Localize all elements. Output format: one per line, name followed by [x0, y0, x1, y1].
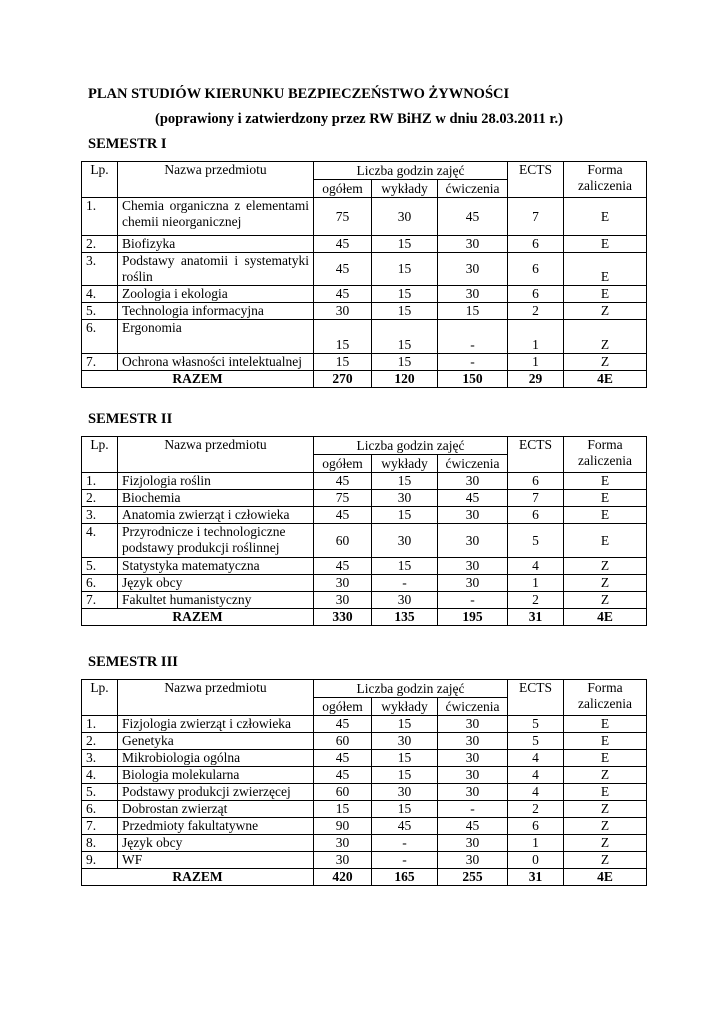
cell-total: 75 [314, 490, 372, 507]
cell-form: E [564, 716, 647, 733]
cell-lp: 8. [82, 835, 118, 852]
summary-lectures: 165 [372, 869, 438, 886]
table-row [82, 784, 647, 801]
summary-form: 4E [564, 371, 647, 388]
cell-subject-name: Genetyka [118, 733, 314, 750]
header-ects: ECTS [508, 680, 564, 716]
cell-ects: 6 [508, 286, 564, 303]
cell-lectures: 15 [372, 303, 438, 320]
cell-form: E [564, 733, 647, 750]
header-hours-exercises: ćwiczenia [438, 455, 508, 473]
table-row [82, 801, 647, 818]
cell-total: 45 [314, 558, 372, 575]
cell-form: E [564, 524, 647, 558]
cell-lectures: 15 [372, 320, 438, 354]
cell-form: E [564, 253, 647, 286]
header-form-line2: zaliczenia [578, 453, 633, 468]
cell-lp: 5. [82, 303, 118, 320]
cell-lectures: 15 [372, 354, 438, 371]
summary-ects: 31 [508, 609, 564, 626]
cell-lp: 9. [82, 852, 118, 869]
cell-total: 30 [314, 852, 372, 869]
header-hours: Liczba godzin zajęć [314, 680, 508, 698]
cell-lectures: 15 [372, 507, 438, 524]
cell-lp: 7. [82, 592, 118, 609]
cell-lp: 6. [82, 575, 118, 592]
table-row [82, 198, 647, 236]
table-row [82, 592, 647, 609]
cell-form: E [564, 784, 647, 801]
cell-subject-name: Fakultet humanistyczny [118, 592, 314, 609]
header-form-line2: zaliczenia [578, 696, 633, 711]
header-form-line1: Forma [587, 680, 623, 695]
cell-form: Z [564, 303, 647, 320]
cell-ects: 2 [508, 592, 564, 609]
cell-exercises: 30 [438, 524, 508, 558]
cell-exercises: 30 [438, 835, 508, 852]
table-row [82, 558, 647, 575]
cell-exercises: 45 [438, 198, 508, 236]
cell-lectures: 30 [372, 592, 438, 609]
table-row [82, 253, 647, 286]
header-subject-name: Nazwa przedmiotu [118, 162, 314, 198]
table-row [82, 818, 647, 835]
cell-ects: 4 [508, 558, 564, 575]
cell-ects: 0 [508, 852, 564, 869]
cell-exercises: 30 [438, 852, 508, 869]
header-hours: Liczba godzin zajęć [314, 162, 508, 180]
table-row [82, 236, 647, 253]
cell-lp: 3. [82, 507, 118, 524]
summary-exercises: 150 [438, 371, 508, 388]
summary-exercises: 255 [438, 869, 508, 886]
cell-ects: 6 [508, 253, 564, 286]
cell-total: 30 [314, 835, 372, 852]
cell-exercises: - [438, 801, 508, 818]
table-row [82, 286, 647, 303]
cell-lectures: 15 [372, 750, 438, 767]
cell-form: E [564, 507, 647, 524]
cell-exercises: 30 [438, 750, 508, 767]
cell-lectures: 30 [372, 524, 438, 558]
header-form-line1: Forma [587, 437, 623, 452]
cell-subject-name: Przyrodnicze i technologiczne podstawy produkcji roślinnej [118, 524, 314, 558]
cell-lp: 6. [82, 801, 118, 818]
cell-exercises: 30 [438, 236, 508, 253]
cell-ects: 6 [508, 236, 564, 253]
cell-subject-name: Język obcy [118, 835, 314, 852]
header-form [564, 162, 647, 198]
cell-lectures: 15 [372, 236, 438, 253]
cell-exercises: 30 [438, 767, 508, 784]
cell-lp: 7. [82, 354, 118, 371]
summary-total: 270 [314, 371, 372, 388]
cell-form: Z [564, 767, 647, 784]
cell-ects: 2 [508, 303, 564, 320]
cell-lectures: 15 [372, 473, 438, 490]
cell-lp: 1. [82, 198, 118, 236]
cell-lp: 5. [82, 558, 118, 575]
summary-row [82, 869, 647, 886]
cell-ects: 4 [508, 784, 564, 801]
table-row [82, 750, 647, 767]
header-ects: ECTS [508, 162, 564, 198]
header-form-line2: zaliczenia [578, 178, 633, 193]
cell-lectures: 30 [372, 784, 438, 801]
cell-form: Z [564, 592, 647, 609]
cell-lp: 1. [82, 716, 118, 733]
table-row [82, 716, 647, 733]
cell-form: Z [564, 852, 647, 869]
cell-lectures: 15 [372, 801, 438, 818]
header-hours-lectures: wykłady [372, 180, 438, 198]
summary-form: 4E [564, 609, 647, 626]
summary-lectures: 120 [372, 371, 438, 388]
table-row [82, 320, 647, 354]
header-hours-lectures: wykłady [372, 455, 438, 473]
cell-lp: 7. [82, 818, 118, 835]
cell-total: 45 [314, 507, 372, 524]
semester-2-heading: SEMESTR II [88, 411, 173, 427]
table-row [82, 767, 647, 784]
cell-form: Z [564, 320, 647, 354]
header-form [564, 437, 647, 473]
cell-lectures: 15 [372, 253, 438, 286]
cell-form: Z [564, 575, 647, 592]
cell-subject-name: Przedmioty fakultatywne [118, 818, 314, 835]
cell-total: 15 [314, 354, 372, 371]
cell-total: 60 [314, 733, 372, 750]
cell-subject-name: Biofizyka [118, 236, 314, 253]
cell-total: 45 [314, 253, 372, 286]
table-row [82, 835, 647, 852]
table-row [82, 852, 647, 869]
summary-exercises: 195 [438, 609, 508, 626]
cell-subject-name: Biologia molekularna [118, 767, 314, 784]
summary-row [82, 609, 647, 626]
cell-lectures: 30 [372, 733, 438, 750]
cell-subject-name: Zoologia i ekologia [118, 286, 314, 303]
cell-ects: 5 [508, 524, 564, 558]
cell-subject-name: Ochrona własności intelektualnej [118, 354, 314, 371]
cell-ects: 2 [508, 801, 564, 818]
document-title: PLAN STUDIÓW KIERUNKU BEZPIECZEŃSTWO ŻYWNOŚCI [88, 86, 510, 102]
header-hours-exercises: ćwiczenia [438, 698, 508, 716]
cell-exercises: 30 [438, 733, 508, 750]
cell-total: 60 [314, 524, 372, 558]
cell-lectures: 15 [372, 558, 438, 575]
header-hours-total: ogółem [314, 698, 372, 716]
table-row [82, 354, 647, 371]
cell-lp: 2. [82, 490, 118, 507]
cell-lectures: 15 [372, 767, 438, 784]
cell-form: E [564, 490, 647, 507]
table-row [82, 490, 647, 507]
cell-ects: 6 [508, 473, 564, 490]
cell-lectures: 15 [372, 716, 438, 733]
header-subject-name: Nazwa przedmiotu [118, 680, 314, 716]
summary-label: RAZEM [82, 371, 314, 388]
semester-3-table [81, 679, 647, 886]
cell-total: 15 [314, 801, 372, 818]
cell-lectures: - [372, 852, 438, 869]
cell-exercises: - [438, 320, 508, 354]
cell-subject-name: Mikrobiologia ogólna [118, 750, 314, 767]
table-row [82, 473, 647, 490]
table-row [82, 507, 647, 524]
cell-exercises: - [438, 592, 508, 609]
table-row [82, 524, 647, 558]
cell-exercises: 30 [438, 507, 508, 524]
cell-ects: 1 [508, 575, 564, 592]
table-row [82, 733, 647, 750]
cell-lectures: 30 [372, 198, 438, 236]
cell-subject-name: WF [118, 852, 314, 869]
cell-total: 75 [314, 198, 372, 236]
cell-form: E [564, 750, 647, 767]
cell-lp: 5. [82, 784, 118, 801]
cell-ects: 1 [508, 835, 564, 852]
summary-ects: 31 [508, 869, 564, 886]
cell-subject-name: Podstawy anatomii i systematyki roślin [118, 253, 314, 286]
cell-lp: 1. [82, 473, 118, 490]
cell-lp: 3. [82, 253, 118, 286]
cell-lp: 2. [82, 236, 118, 253]
cell-ects: 5 [508, 716, 564, 733]
table-row [82, 575, 647, 592]
cell-subject-name: Biochemia [118, 490, 314, 507]
cell-ects: 6 [508, 818, 564, 835]
cell-exercises: 30 [438, 473, 508, 490]
table-row [82, 303, 647, 320]
cell-exercises: 30 [438, 575, 508, 592]
cell-subject-name: Ergonomia [118, 320, 314, 354]
cell-form: E [564, 473, 647, 490]
header-subject-name: Nazwa przedmiotu [118, 437, 314, 473]
cell-subject-name: Anatomia zwierząt i człowieka [118, 507, 314, 524]
header-hours-total: ogółem [314, 455, 372, 473]
semester-3-heading: SEMESTR III [88, 654, 178, 670]
cell-ects: 6 [508, 507, 564, 524]
cell-exercises: - [438, 354, 508, 371]
cell-ects: 7 [508, 490, 564, 507]
cell-lectures: 45 [372, 818, 438, 835]
cell-form: Z [564, 354, 647, 371]
cell-lp: 4. [82, 767, 118, 784]
cell-subject-name: Podstawy produkcji zwierzęcej [118, 784, 314, 801]
header-hours-lectures: wykłady [372, 698, 438, 716]
cell-total: 45 [314, 286, 372, 303]
header-lp: Lp. [82, 162, 118, 198]
cell-total: 45 [314, 750, 372, 767]
cell-exercises: 30 [438, 716, 508, 733]
cell-lp: 3. [82, 750, 118, 767]
cell-subject-name: Język obcy [118, 575, 314, 592]
header-form [564, 680, 647, 716]
semester-1-table [81, 161, 647, 388]
cell-subject-name: Statystyka matematyczna [118, 558, 314, 575]
cell-ects: 7 [508, 198, 564, 236]
cell-form: Z [564, 835, 647, 852]
summary-label: RAZEM [82, 869, 314, 886]
cell-total: 45 [314, 716, 372, 733]
semester-1-heading: SEMESTR I [88, 136, 167, 152]
cell-total: 30 [314, 303, 372, 320]
cell-exercises: 30 [438, 253, 508, 286]
cell-lectures: - [372, 835, 438, 852]
cell-exercises: 15 [438, 303, 508, 320]
header-form-line1: Forma [587, 162, 623, 177]
cell-subject-name: Chemia organiczna z elementami chemii nieorganicznej [118, 198, 314, 236]
cell-form: Z [564, 801, 647, 818]
cell-lp: 2. [82, 733, 118, 750]
cell-ects: 1 [508, 320, 564, 354]
cell-form: E [564, 286, 647, 303]
header-lp: Lp. [82, 437, 118, 473]
cell-ects: 4 [508, 750, 564, 767]
summary-ects: 29 [508, 371, 564, 388]
cell-subject-name: Fizjologia zwierząt i człowieka [118, 716, 314, 733]
cell-total: 60 [314, 784, 372, 801]
cell-form: E [564, 198, 647, 236]
cell-total: 90 [314, 818, 372, 835]
cell-lectures: 15 [372, 286, 438, 303]
cell-exercises: 30 [438, 286, 508, 303]
cell-total: 30 [314, 575, 372, 592]
cell-form: Z [564, 818, 647, 835]
cell-lp: 6. [82, 320, 118, 354]
cell-exercises: 30 [438, 784, 508, 801]
cell-total: 45 [314, 473, 372, 490]
summary-label: RAZEM [82, 609, 314, 626]
summary-total: 330 [314, 609, 372, 626]
summary-row [82, 371, 647, 388]
cell-subject-name: Fizjologia roślin [118, 473, 314, 490]
cell-form: E [564, 236, 647, 253]
cell-exercises: 45 [438, 818, 508, 835]
cell-total: 45 [314, 236, 372, 253]
cell-ects: 4 [508, 767, 564, 784]
header-hours-exercises: ćwiczenia [438, 180, 508, 198]
cell-lectures: 30 [372, 490, 438, 507]
cell-subject-name: Technologia informacyjna [118, 303, 314, 320]
summary-total: 420 [314, 869, 372, 886]
cell-lectures: - [372, 575, 438, 592]
cell-exercises: 30 [438, 558, 508, 575]
semester-2-table [81, 436, 647, 626]
cell-ects: 5 [508, 733, 564, 750]
summary-form: 4E [564, 869, 647, 886]
cell-total: 15 [314, 320, 372, 354]
header-lp: Lp. [82, 680, 118, 716]
cell-lp: 4. [82, 524, 118, 558]
header-ects: ECTS [508, 437, 564, 473]
header-hours-total: ogółem [314, 180, 372, 198]
cell-total: 30 [314, 592, 372, 609]
cell-form: Z [564, 558, 647, 575]
document-subtitle: (poprawiony i zatwierdzony przez RW BiHZ w dniu 28.03.2011 r.) [155, 111, 563, 127]
cell-subject-name: Dobrostan zwierząt [118, 801, 314, 818]
cell-exercises: 45 [438, 490, 508, 507]
header-hours: Liczba godzin zajęć [314, 437, 508, 455]
cell-total: 45 [314, 767, 372, 784]
cell-lp: 4. [82, 286, 118, 303]
summary-lectures: 135 [372, 609, 438, 626]
cell-ects: 1 [508, 354, 564, 371]
